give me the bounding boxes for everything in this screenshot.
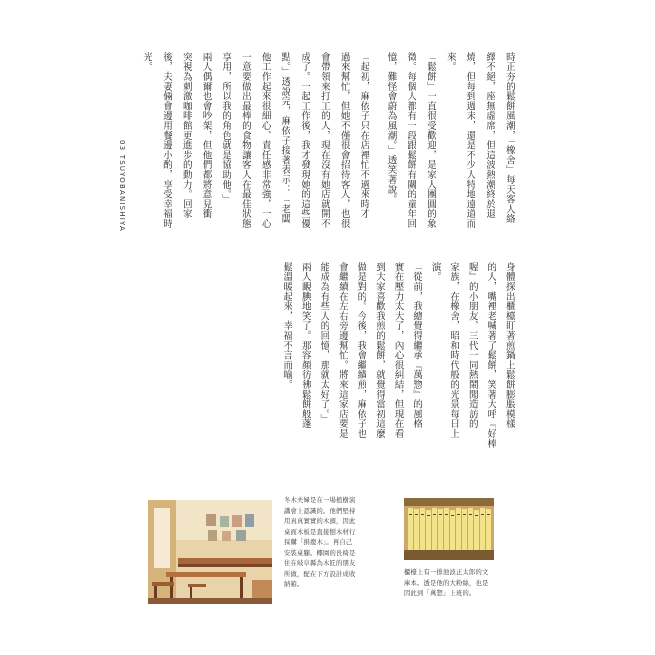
caption-line: 住在岐阜縣為木匠的朋友 (284, 560, 356, 567)
article-column: 會帶領來打工的人，現在沒有她店就開不 (318, 52, 330, 229)
article-column: 會繼續在左右旁邊幫忙。將來這家店要是 (336, 262, 348, 439)
article-column: 光。 (141, 52, 153, 72)
article-column: 的人，嘴裡老喊著了鬆餅，笑著大呼『好棒 (485, 262, 497, 449)
photo-caption-right (404, 568, 524, 600)
article-column: 繹不絕，座無虛席，但這波熱潮終於退 (484, 52, 496, 219)
article-column: 享用，所以我的角色就是協助他。」 (220, 52, 232, 204)
article-column: 實在壓力太大了，內心很糾結，但現在看 (392, 262, 404, 439)
article-column: 家族，在橡舍，昭和時代般的光景每日上 (448, 262, 460, 439)
article-column: 做是對的。今後，我會繼續煎，麻依子也 (355, 262, 367, 439)
article-column: 「鬆餅」一直很受歡迎，是家人團圓的象 (425, 52, 437, 229)
article-column: 時正夯的鬆餅風潮，「橡舍」每天客人絡 (503, 52, 515, 224)
article-column: 兩人靦腆地笑了。那容顏彷彿鬆餅般蓬 (299, 262, 311, 429)
caption-line: 納箱。 (284, 581, 304, 588)
bookshelf-photo (404, 498, 494, 560)
caption-line: 用真真實實的木頭，因此 (284, 518, 356, 525)
caption-line: 冬木夫婦是在一場植樹演 (284, 497, 356, 504)
caption-line: 安裝桌腳。椰園的長椅是 (284, 549, 356, 557)
caption-line: 櫃檯上有一排池波正太郎的文 (404, 569, 489, 576)
article-column: 成了。一起工作後，我才發現她的這些優 (299, 52, 311, 229)
article-column: 來。 (444, 52, 456, 72)
caption-line: 採購「捐鹿木」。再自己 (284, 539, 353, 546)
article-column: 後，夫妻倆會邊用餐邊小酌，享受幸福時 (161, 52, 173, 229)
cafe-interior-photo (148, 500, 272, 604)
article-column: 鬆溫暖起來，幸福不言而喻。 (281, 262, 293, 390)
article-column: 身體探出櫃檯盯著煎鍋上鬆餅膨脹模樣 (503, 262, 515, 429)
article-column: 演。 (429, 262, 441, 282)
caption-line: 因此到「萬惣」上班的。 (404, 590, 476, 597)
photo-caption-left (284, 496, 394, 591)
article-lower-block (280, 262, 515, 482)
article-column: 突視為刺激咖啡館更進步的動力。回家 (180, 52, 192, 219)
article-column: 他工作起來很細心、責任感非常強，一心 (259, 52, 271, 229)
caption-line: 講會上認識的。他們堅持 (284, 507, 356, 515)
running-head: 03 TSUYOBANISHIYA (118, 140, 126, 232)
article-column: 能成為有些人的回憶，那就太好了。」 (318, 262, 330, 424)
caption-line: 所做，配在下方設計成收 (284, 570, 356, 578)
caption-line: 桌面木板是直接刨木材行 (284, 528, 356, 536)
article-column: 喔』的小朋友、三代一同熱鬧聞造訪的 (466, 262, 478, 429)
article-column: 憶，難怪會蔚為風潮。」透笑著說。 (385, 52, 397, 204)
article-column: 「起初，麻依子只在店裡忙不過來時才 (358, 52, 370, 219)
article-column: 燒，但每到週末，還是不少人特地遠道而 (464, 52, 476, 229)
article-column: 到大家喜歡我煎的鬆餅，就覺得當初這麼 (374, 262, 386, 439)
article-column: 一意要做出最棒的食物讓客人在最佳狀態 (239, 52, 251, 229)
article-column: 徵。每個人都有一段跟鬆餅有關的童年回 (405, 52, 417, 229)
article-column: 點。」透說完，麻依子接著表示：「老闆 (279, 52, 291, 224)
caption-line: 庫本。透是他的大粉絲，也是 (404, 579, 489, 587)
article-upper-block (140, 52, 515, 257)
article-column: 兩人偶爾也會吵架，但他們都將意見衝 (200, 52, 212, 219)
article-column: 「從前，我總覺得繼承『萬惣』的風格 (411, 262, 423, 429)
article-column: 過來幫忙，但她不僅很會招待客人，也很 (338, 52, 350, 229)
article-body (140, 52, 515, 482)
